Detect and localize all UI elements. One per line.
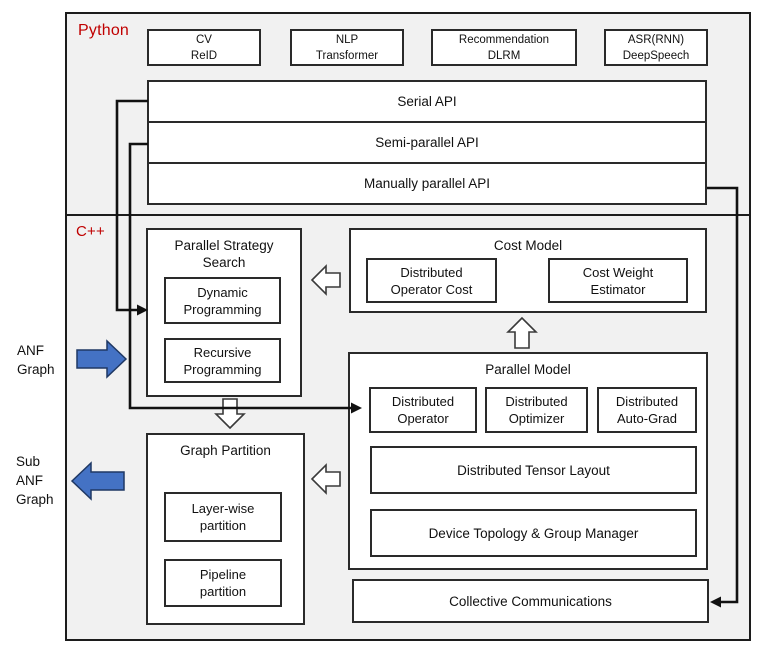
cpp-section: [65, 214, 751, 641]
sub-anf-graph-label-line: Graph: [16, 492, 54, 507]
sub-anf-graph-label: [16, 452, 54, 509]
app-box-line: DLRM: [487, 49, 521, 62]
layer-wise-partition-label: Layer-wise partition: [191, 501, 255, 533]
sub-anf-graph-label-line: Sub: [16, 454, 41, 469]
python-section: [65, 12, 751, 216]
parallel-strategy-search-title: Parallel Strategy Search: [174, 238, 274, 270]
app-box-asr-deepspeech: [604, 29, 708, 66]
app-box-recommendation-dlrm: [431, 29, 577, 66]
cost-weight-estimator-label: Cost Weight Estimator: [582, 264, 654, 297]
app-box-line: Transformer: [315, 49, 379, 62]
graph-partition-title: Graph Partition: [180, 443, 271, 458]
app-box-cv-reid: [147, 29, 261, 66]
graph-partition-box: [146, 433, 305, 625]
device-topology-group-manager-box: [370, 509, 697, 557]
python-section-label: Python: [78, 22, 130, 39]
parallel-strategy-search-box: [146, 228, 302, 397]
distributed-operator-cost-label: Distributed Operator Cost: [390, 264, 473, 297]
cost-weight-estimator-box: [548, 258, 688, 303]
api-layer-manually-parallel: [147, 162, 707, 205]
cost-model-title: Cost Model: [493, 238, 563, 253]
anf-graph-label-line: ANF: [17, 343, 44, 358]
app-box-line: CV: [196, 33, 212, 46]
api-layer-label: Manually parallel API: [363, 176, 491, 191]
dynamic-programming-box: [164, 277, 281, 324]
pipeline-partition-label: Pipeline partition: [199, 567, 247, 599]
app-box-line: NLP: [335, 33, 359, 46]
layer-wise-partition-box: [164, 492, 282, 542]
api-layer-serial: [147, 80, 707, 123]
distributed-auto-grad-box: [597, 387, 697, 433]
distributed-optimizer-box: [485, 387, 588, 433]
distributed-auto-grad-label: Distributed Auto-Grad: [615, 394, 679, 426]
cpp-section-label: C++: [76, 223, 105, 240]
anf-graph-label: [17, 341, 55, 379]
pipeline-partition-box: [164, 559, 282, 607]
distributed-optimizer-label: Distributed Optimizer: [505, 394, 568, 426]
app-box-nlp-transformer: [290, 29, 404, 66]
cost-model-box: [349, 228, 707, 313]
sub-anf-graph-label-line: ANF: [16, 473, 43, 488]
api-layer-label: Serial API: [397, 94, 457, 109]
distributed-operator-label: Distributed Operator: [391, 394, 455, 426]
recursive-programming-box: [164, 338, 281, 383]
parallel-model-title: Parallel Model: [485, 362, 571, 377]
collective-communications-box: [352, 579, 709, 623]
app-box-line: ASR(RNN): [627, 33, 685, 46]
app-box-line: ReID: [190, 49, 218, 62]
distributed-tensor-layout-box: [370, 446, 697, 494]
collective-communications-label: Collective Communications: [449, 593, 612, 609]
anf-graph-label-line: Graph: [17, 362, 55, 377]
dynamic-programming-label: Dynamic Programming: [183, 284, 262, 317]
app-box-line: DeepSpeech: [622, 49, 690, 62]
parallel-model-box: [348, 352, 708, 570]
distributed-tensor-layout-label: Distributed Tensor Layout: [457, 462, 610, 478]
distributed-operator-box: [369, 387, 477, 433]
distributed-operator-cost-box: [366, 258, 497, 303]
recursive-programming-label: Recursive Programming: [183, 344, 262, 377]
device-topology-group-manager-label: Device Topology & Group Manager: [428, 525, 639, 541]
api-layer-label: Semi-parallel API: [375, 135, 479, 150]
api-layer-semi-parallel: [147, 121, 707, 164]
app-box-line: Recommendation: [458, 33, 550, 46]
